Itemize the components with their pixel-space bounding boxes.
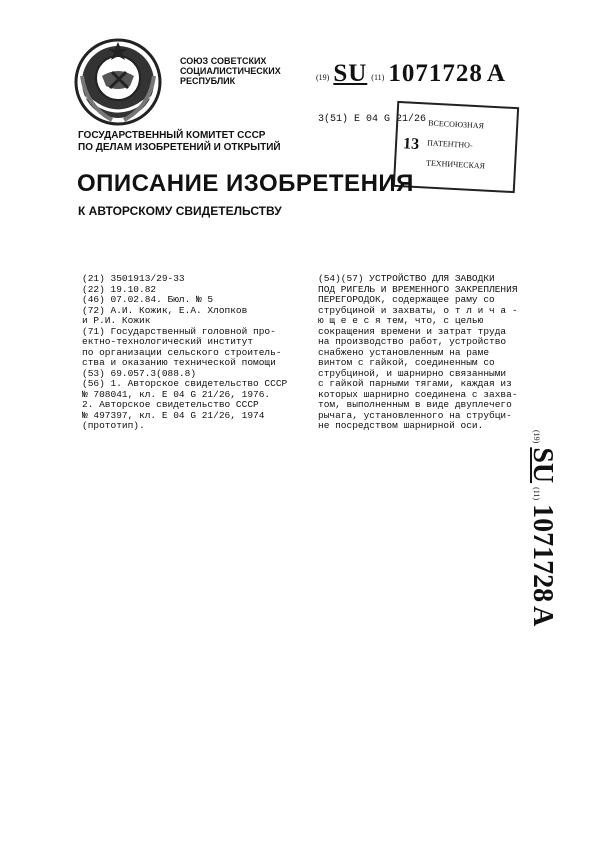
biblio-line: 2. Авторское свидетельство СССР [82,399,259,410]
patent-number: 1071728 [388,60,483,87]
code-19: (19) [316,72,330,82]
abstract-line: ПОД РИГЕЛЬ И ВРЕМЕННОГО ЗАКРЕПЛЕНИЯ [318,283,518,295]
country-code: SU [333,60,368,87]
abstract-line: (54)(57) УСТРОЙСТВО ДЛЯ ЗАВОДКИ [318,273,495,284]
state-emblem-icon [72,36,164,128]
bibliographic-data [82,274,307,432]
union-label: СОЮЗ СОВЕТСКИХ СОЦИАЛИСТИЧЕСКИХ РЕСПУБЛИК [180,56,281,86]
abstract-line: струбциной и захваты, о т л и ч а - [318,304,518,316]
biblio-line: ектно-технологический институт [82,336,254,347]
patent-number-line [316,60,506,88]
biblio-line: (21) 3501913/29-33 [82,273,185,284]
abstract-line: не посредством шарнирной оси. [318,420,484,431]
biblio-line: и Р.И. Кожик [82,315,151,326]
biblio-line: ства и оказанию технической помощи [82,357,276,368]
committee-label: ГОСУДАРСТВЕННЫЙ КОМИТЕТ СССР ПО ДЕЛАМ ИЗОБРЕТЕНИЙ И ОТКРЫТИЙ [78,130,281,153]
stamp-number: 13 [402,135,420,154]
biblio-line: (46) 07.02.84. Бюл. № 5 [82,294,214,305]
biblio-line: (56) 1. Авторское свидетельство СССР [82,378,288,389]
vertical-code-19: (19) [532,430,541,444]
abstract-line: с гайкой парными тягами, каждая из [318,378,512,389]
biblio-line: (22) 19.10.82 [82,283,157,295]
abstract-line: на производство работ, устройство [318,336,507,347]
biblio-line: № 497397, кл. Е 04 G 21/26, 1974 [82,409,265,421]
vertical-number: 1071728 [527,504,558,603]
abstract-line: винтом с гайкой, соединенным со [318,357,495,368]
abstract-line: сокращения времени и затрат труда [318,325,507,337]
abstract-line: струбциной, и шарнирно связанными [318,367,507,379]
biblio-line: (53) 69.057.3(088.8) [82,367,197,379]
abstract-line: рычага, установленного на струбци- [318,409,512,421]
vertical-patent-number [520,430,590,690]
vertical-country-code: SU [527,447,558,484]
biblio-line: № 708041, кл. Е 04 G 21/26, 1976. [82,388,271,400]
code-11: (11) [371,72,385,82]
vertical-code-11: (11) [532,487,541,501]
stamp-line: ПАТЕНТНО- [426,138,473,150]
vertical-kind: A [527,606,558,627]
biblio-line: (71) Государственный головной про- [82,325,276,337]
abstract-line: том, выполненным в виде двуплечего [318,399,512,410]
stamp-line: ТЕХНИЧЕСКАЯ [425,158,486,171]
abstract-text [318,274,538,432]
biblio-line: (72) А.И. Кожик, Е.А. Хлопков [82,304,248,316]
biblio-line: по организации сельского строитель- [82,346,282,358]
stamp-line: ВСЕСОЮЗНАЯ [427,118,485,131]
biblio-line: (прототип). [82,420,145,431]
abstract-line: ПЕРЕГОРОДОК, содержащее раму со [318,294,495,305]
patent-kind: A [486,60,506,87]
abstract-line: снабжено установленным на раме [318,346,490,358]
abstract-line: ю щ е е с я тем, что, с целью [318,315,484,326]
document-subtitle: К АВТОРСКОМУ СВИДЕТЕЛЬСТВУ [78,204,282,218]
ipc-class: 3(51) Е 04 G 21/26 [318,114,427,125]
abstract-line: которых шарнирно соединена с захва- [318,388,518,400]
document-title: ОПИСАНИЕ ИЗОБРЕТЕНИЯ [77,170,414,197]
